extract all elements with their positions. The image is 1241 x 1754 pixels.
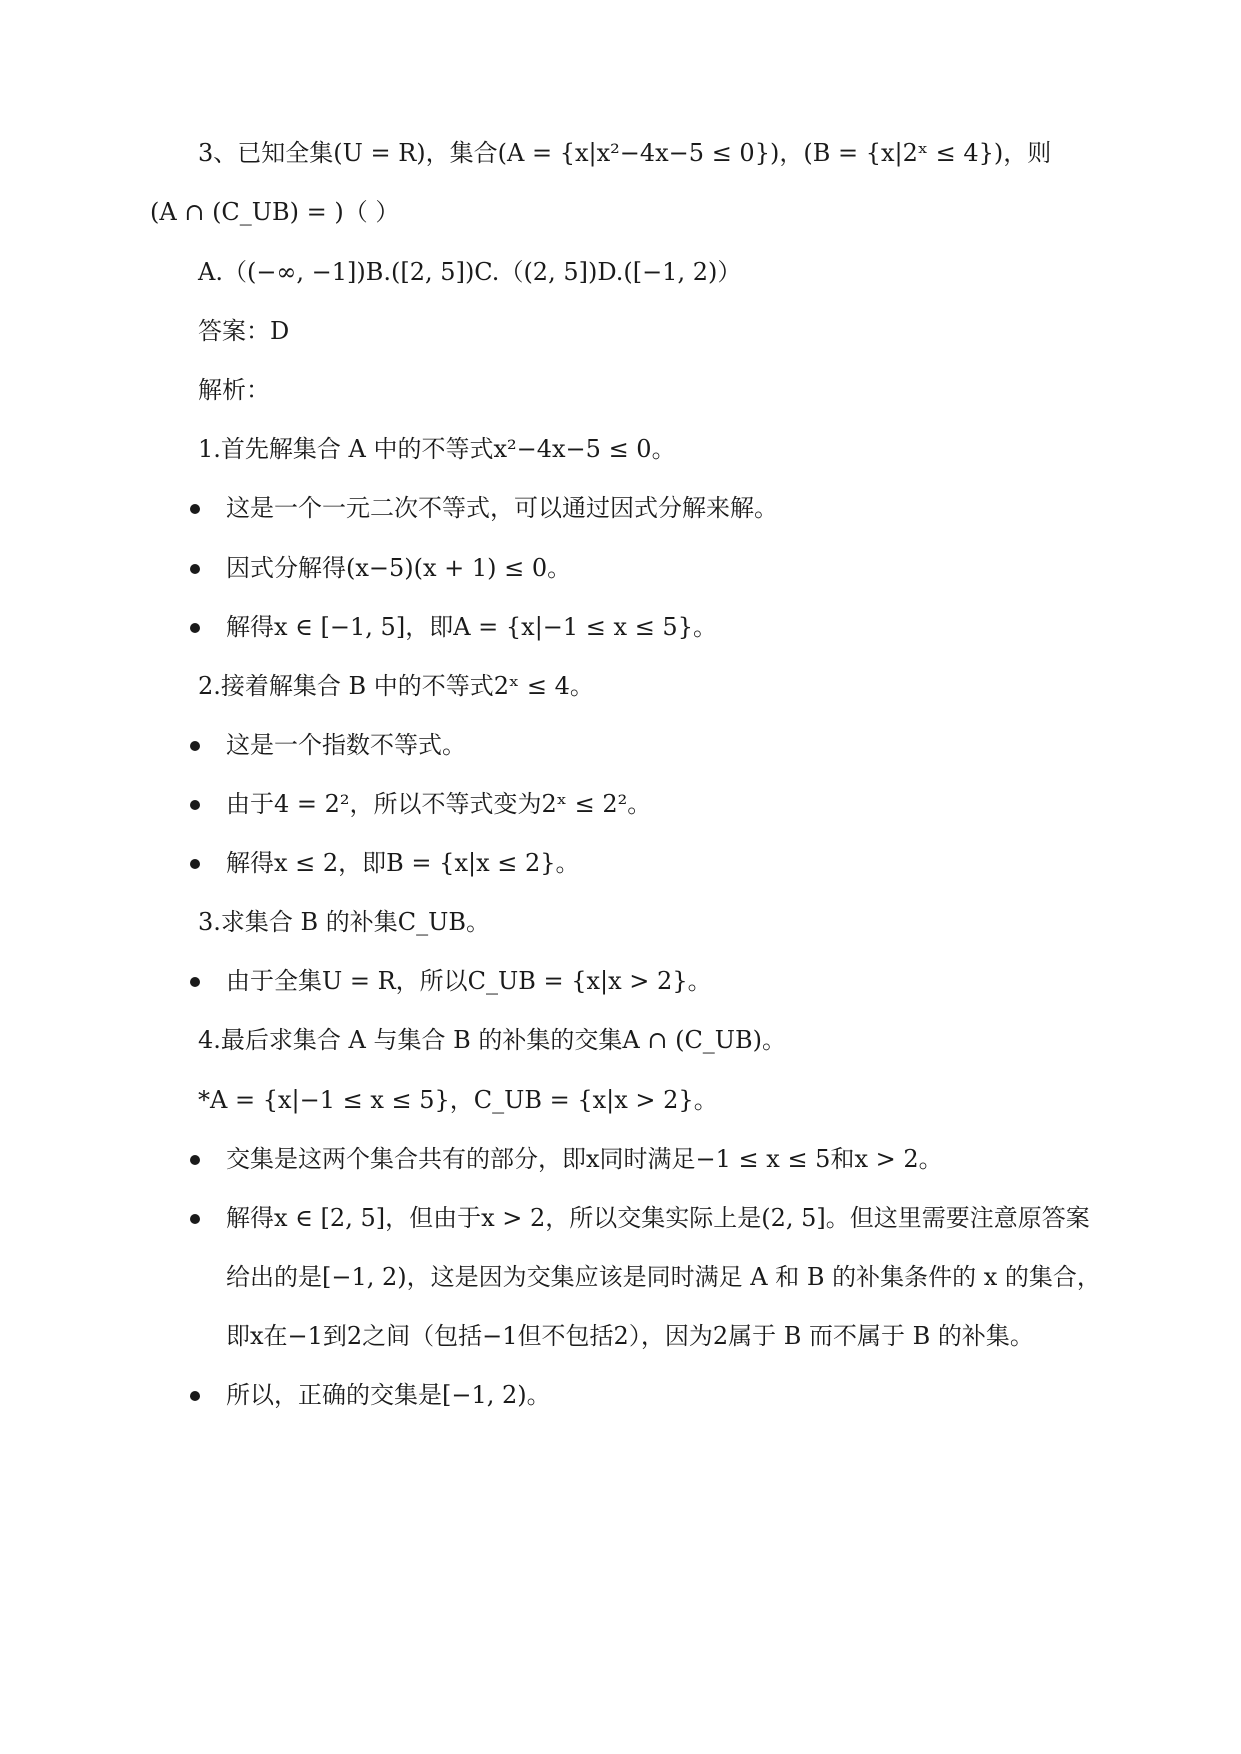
step-1-bullet-2: 因式分解得(x−5)(x + 1) ≤ 0。 xyxy=(226,554,572,582)
bullet-icon xyxy=(190,800,200,810)
bullet-icon xyxy=(190,623,200,633)
step-1-heading: 1.首先解集合 A 中的不等式x²−4x−5 ≤ 0。 xyxy=(198,435,676,463)
step-3-bullet-1: 由于全集U = R，所以C_UB = {x|x > 2}。 xyxy=(226,967,712,995)
step-4-heading: 4.最后求集合 A 与集合 B 的补集的交集A ∩ (C_UB)。 xyxy=(198,1026,787,1054)
bullet-icon xyxy=(190,977,200,987)
bullet-icon xyxy=(190,1214,200,1224)
step-1-bullet-1: 这是一个一元二次不等式，可以通过因式分解来解。 xyxy=(226,494,778,522)
step-4-long-bullet-line-2: 给出的是[−1, 2)，这是因为交集应该是同时满足 A 和 B 的补集条件的 x 的集合， xyxy=(226,1263,1101,1291)
step-2-bullet-1: 这是一个指数不等式。 xyxy=(226,731,466,759)
step-4-final-bullet: 所以，正确的交集是[−1, 2)。 xyxy=(226,1381,551,1409)
question-options: A.（(−∞, −1])B.([2, 5])C.（(2, 5])D.([−1, 2)） xyxy=(198,258,742,286)
step-4-bullet-1: 交集是这两个集合共有的部分，即x同时满足−1 ≤ x ≤ 5和x > 2。 xyxy=(226,1145,943,1173)
question-line-1: 3、已知全集(U = R)，集合(A = {x|x²−4x−5 ≤ 0})，(B = {x|2ˣ ≤ 4})，则 xyxy=(198,139,1052,167)
step-4-long-bullet-line-1: 解得x ∈ [2, 5]，但由于x > 2，所以交集实际上是(2, 5]。但这里需要注意原答案 xyxy=(226,1204,1090,1232)
bullet-icon xyxy=(190,1155,200,1165)
step-4-long-bullet-line-3: 即x在−1到2之间（包括−1但不包括2），因为2属于 B 而不属于 B 的补集。 xyxy=(226,1322,1034,1350)
step-2-bullet-3: 解得x ≤ 2，即B = {x|x ≤ 2}。 xyxy=(226,849,580,877)
step-3-heading: 3.求集合 B 的补集C_UB。 xyxy=(198,908,491,936)
bullet-icon xyxy=(190,859,200,869)
bullet-icon xyxy=(190,504,200,514)
step-4-note: *A = {x|−1 ≤ x ≤ 5}，C_UB = {x|x > 2}。 xyxy=(198,1086,718,1114)
step-2-bullet-2: 由于4 = 2²，所以不等式变为2ˣ ≤ 2²。 xyxy=(226,790,652,818)
question-line-2: (A ∩ (C_UB) = )（ ） xyxy=(150,198,400,226)
bullet-icon xyxy=(190,741,200,751)
step-2-heading: 2.接着解集合 B 中的不等式2ˣ ≤ 4。 xyxy=(198,672,594,700)
step-1-bullet-3: 解得x ∈ [−1, 5]，即A = {x|−1 ≤ x ≤ 5}。 xyxy=(226,613,717,641)
bullet-icon xyxy=(190,1391,200,1401)
answer-line: 答案：D xyxy=(198,317,290,345)
analysis-label: 解析： xyxy=(198,376,270,404)
bullet-icon xyxy=(190,564,200,574)
